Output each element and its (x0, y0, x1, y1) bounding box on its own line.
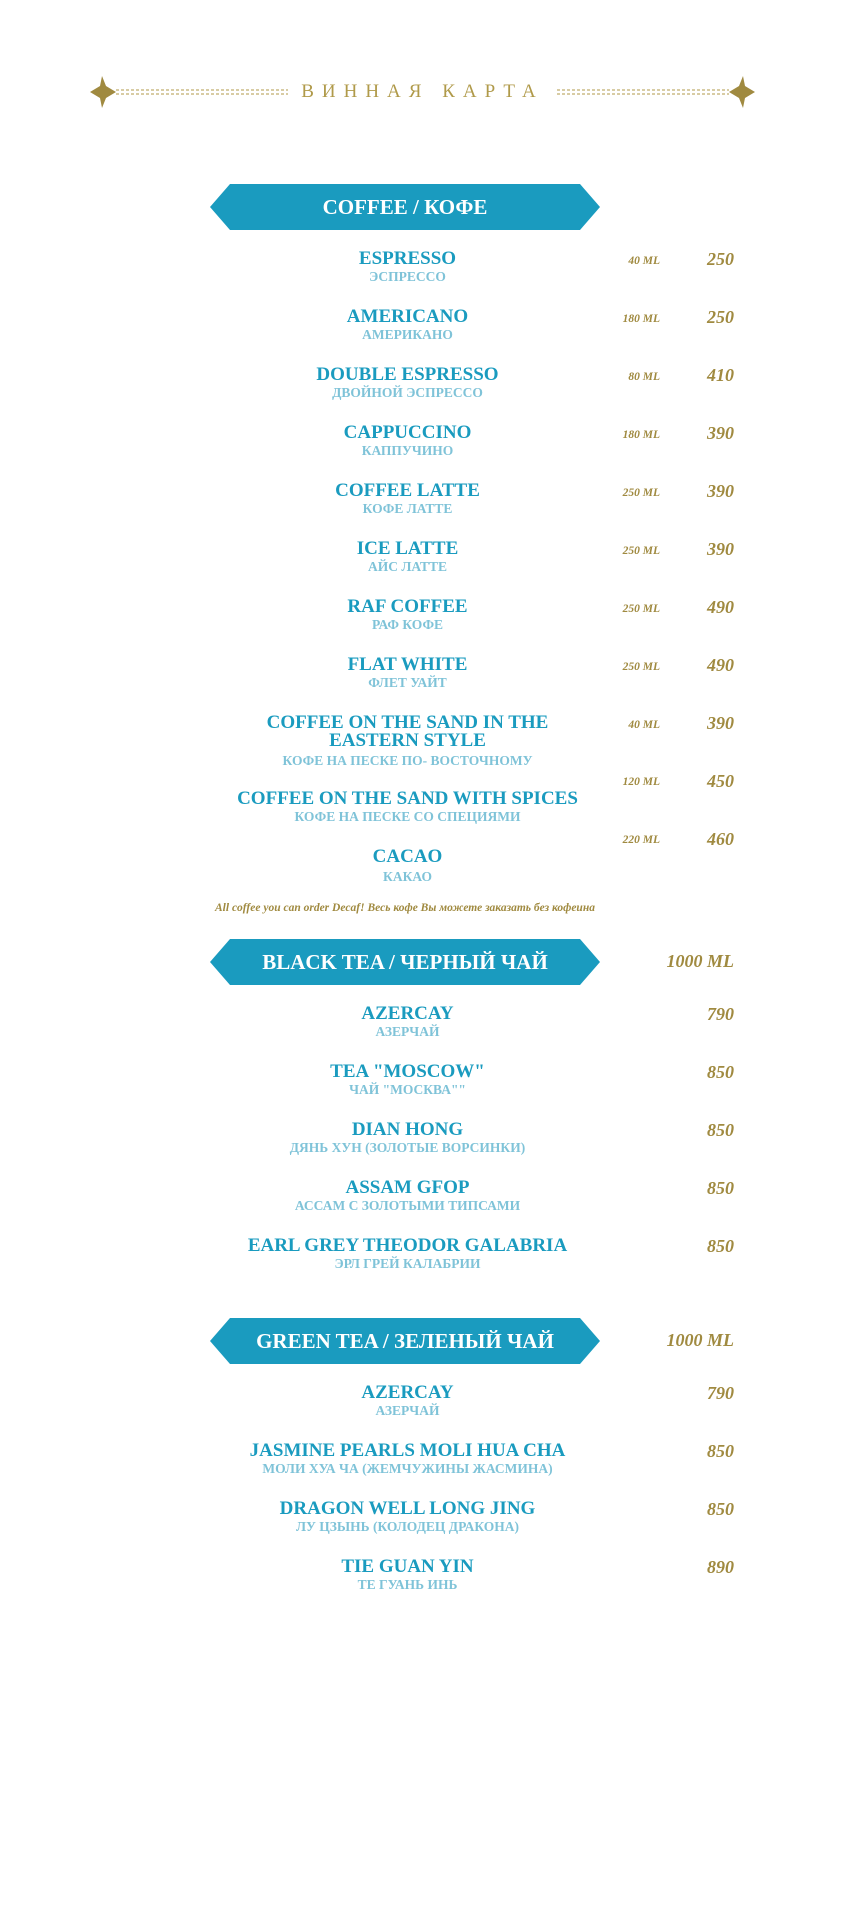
item-name: AZERCAY (361, 1382, 454, 1403)
item-subtitle: КОФЕ НА ПЕСКЕ СО СПЕЦИЯМИ (294, 809, 521, 824)
section-volume: 1000 ML (666, 1330, 734, 1350)
item-volume: 250 ML (622, 661, 660, 673)
item-volume: 220 ML (622, 834, 660, 846)
item-volume: 40 ML (628, 255, 660, 267)
item-name: AZERCAY (361, 1003, 454, 1024)
section-volume: 1000 ML (666, 951, 734, 971)
item-name: EARL GREY THEODOR GALABRIA (247, 1235, 568, 1256)
item-name: COFFEE ON THE SAND WITH SPICES (237, 788, 578, 809)
item-name: JASMINE PEARLS MOLI HUA CHA (249, 1440, 566, 1461)
item-subtitle: РАФ КОФЕ (371, 617, 444, 632)
item-price: 850 (707, 1441, 734, 1461)
item-name: DRAGON WELL LONG JING (279, 1498, 536, 1519)
item-price: 460 (707, 829, 734, 849)
item-subtitle: ЛУ ЦЗЫНЬ (КОЛОДЕЦ ДРАКОНА) (295, 1519, 520, 1534)
item-subtitle: АМЕРИКАНО (362, 327, 453, 342)
item-price: 250 (707, 249, 734, 269)
item-subtitle: ТЕ ГУАНЬ ИНЬ (357, 1577, 458, 1592)
item-volume: 250 ML (622, 603, 660, 615)
item-price: 850 (707, 1062, 734, 1082)
item-price: 450 (707, 771, 734, 791)
item-name: COFFEE ON THE SAND IN THE EASTERN STYLE (266, 712, 549, 751)
item-price: 390 (707, 423, 734, 443)
decaf-note: All coffee you can order Decaf! Весь кофе Вы можете заказать без кофеина (215, 902, 595, 914)
section-banner-green-tea (210, 1318, 600, 1364)
item-subtitle: АССАМ С ЗОЛОТЫМИ ТИПСАМИ (294, 1198, 521, 1213)
item-volume: 250 ML (622, 545, 660, 557)
item-price: 390 (707, 713, 734, 733)
item-price: 490 (707, 655, 734, 675)
item-subtitle: ДЯНЬ ХУН (ЗОЛОТЫЕ ВОРСИНКИ) (289, 1140, 526, 1155)
item-price: 890 (707, 1557, 734, 1577)
item-name: DOUBLE ESPRESSO (316, 364, 499, 385)
item-subtitle: АЗЕРЧАЙ (375, 1403, 440, 1418)
item-subtitle: АЙС ЛАТТЕ (367, 559, 447, 574)
item-subtitle: МОЛИ ХУА ЧА (ЖЕМЧУЖИНЫ ЖАСМИНА) (262, 1461, 553, 1476)
item-name: ESPRESSO (358, 248, 457, 269)
item-price: 850 (707, 1120, 734, 1140)
section-banner-black-tea (210, 939, 600, 985)
item-volume: 250 ML (622, 487, 660, 499)
item-subtitle: ДВОЙНОЙ ЭСПРЕССО (332, 385, 483, 400)
item-price: 850 (707, 1499, 734, 1519)
item-price: 490 (707, 597, 734, 617)
section-banner-coffee (210, 184, 600, 230)
item-name: ASSAM GFOP (345, 1177, 470, 1198)
item-price: 790 (707, 1004, 734, 1024)
item-name: RAF COFFEE (347, 596, 468, 617)
item-price: 390 (707, 481, 734, 501)
item-name: TEA "MOSCOW" (330, 1061, 485, 1082)
item-price: 250 (707, 307, 734, 327)
item-subtitle: КАППУЧИНО (361, 443, 454, 458)
item-name: TIE GUAN YIN (341, 1556, 474, 1577)
item-price: 390 (707, 539, 734, 559)
item-subtitle: ЭРЛ ГРЕЙ КАЛАБРИИ (334, 1256, 481, 1271)
page-title: ВИННАЯ КАРТА (301, 81, 544, 102)
item-subtitle: АЗЕРЧАЙ (375, 1024, 440, 1039)
section-title: COFFEE / КОФЕ (322, 195, 488, 219)
item-subtitle: ЭСПРЕССО (369, 269, 446, 284)
section-title: BLACK TEA / ЧЕРНЫЙ ЧАЙ (262, 950, 548, 974)
item-name: FLAT WHITE (347, 654, 468, 675)
item-name: DIAN HONG (351, 1119, 464, 1140)
item-subtitle: КАКАО (383, 869, 432, 884)
item-subtitle: ЧАЙ "МОСКВА"" (349, 1082, 466, 1097)
item-name: AMERICANO (346, 306, 469, 327)
item-volume: 180 ML (622, 313, 660, 325)
item-price: 790 (707, 1383, 734, 1403)
item-volume: 120 ML (622, 776, 660, 788)
item-name: CAPPUCCINO (343, 422, 472, 443)
item-volume: 40 ML (628, 719, 660, 731)
item-price: 850 (707, 1178, 734, 1198)
item-name: ICE LATTE (356, 538, 459, 559)
item-price: 410 (707, 365, 734, 385)
item-subtitle: КОФЕ ЛАТТЕ (362, 501, 453, 516)
item-price: 850 (707, 1236, 734, 1256)
item-name: COFFEE LATTE (335, 480, 480, 501)
item-subtitle: КОФЕ НА ПЕСКЕ ПО- ВОСТОЧНОМУ (282, 753, 533, 768)
item-name: CACAO (372, 846, 443, 867)
section-title: GREEN TEA / ЗЕЛЕНЫЙ ЧАЙ (256, 1329, 554, 1353)
item-volume: 180 ML (622, 429, 660, 441)
item-subtitle: ФЛЕТ УАЙТ (368, 675, 447, 690)
item-volume: 80 ML (628, 371, 660, 383)
